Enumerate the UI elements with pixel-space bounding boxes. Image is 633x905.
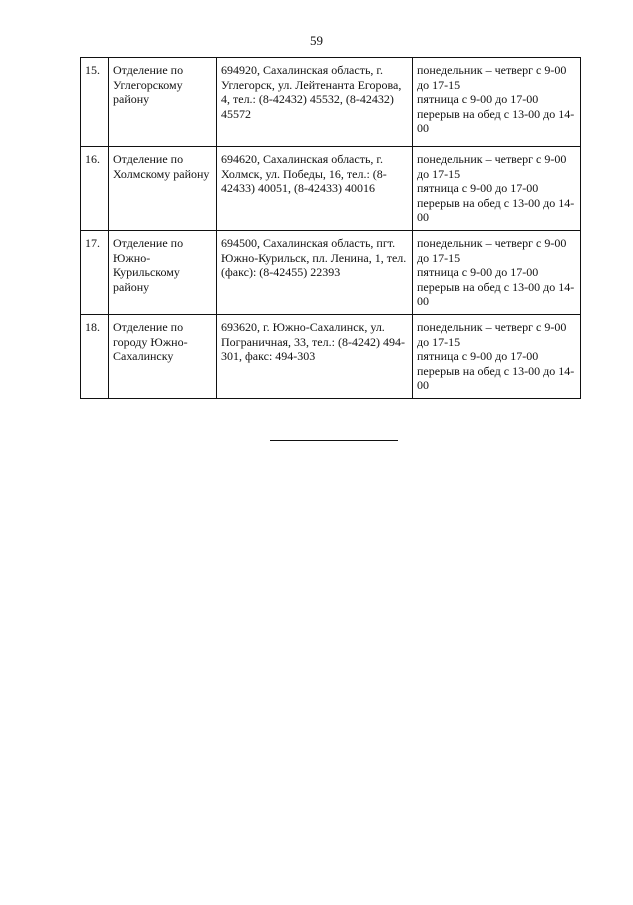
hours-lunch-break: перерыв на обед с 13-00 до 14-00 bbox=[417, 195, 575, 224]
hours-weekdays: понедельник – четверг с 9-00 до 17-15 bbox=[417, 152, 567, 181]
hours-lunch-break: перерыв на обед с 13-00 до 14-00 bbox=[417, 363, 575, 392]
table-row bbox=[81, 147, 581, 231]
office-hours bbox=[413, 58, 581, 147]
end-of-document-rule bbox=[270, 440, 398, 441]
office-hours bbox=[413, 315, 581, 399]
page-number: 59 bbox=[310, 33, 323, 48]
office-address: 694620, Сахалинская область, г. Холмск, ул. Победы, 16, тел.: (8-42433) 40051, (8-42433) 40016 bbox=[217, 147, 413, 231]
table-row bbox=[81, 231, 581, 315]
office-name: Отделение по Холмскому району bbox=[109, 147, 217, 231]
hours-weekdays: понедельник – четверг с 9-00 до 17-15 bbox=[417, 320, 567, 349]
table-row bbox=[81, 58, 581, 147]
hours-friday: пятница с 9-00 до 17-00 bbox=[417, 92, 539, 106]
office-address: 693620, г. Южно-Сахалинск, ул. Пограничная, 33, тел.: (8-4242) 494-301, факс: 494-303 bbox=[217, 315, 413, 399]
hours-friday: пятница с 9-00 до 17-00 bbox=[417, 181, 539, 195]
table-row bbox=[81, 315, 581, 399]
hours-weekdays: понедельник – четверг с 9-00 до 17-15 bbox=[417, 63, 567, 92]
office-address: 694920, Сахалинская область, г. Углегорск, ул. Лейтенанта Егорова, 4, тел.: (8-42432) 45532, (8-42432) 45572 bbox=[217, 58, 413, 147]
office-hours bbox=[413, 147, 581, 231]
offices-table bbox=[80, 57, 581, 399]
office-hours bbox=[413, 231, 581, 315]
hours-friday: пятница с 9-00 до 17-00 bbox=[417, 265, 539, 279]
row-number: 18. bbox=[81, 315, 109, 399]
row-number: 16. bbox=[81, 147, 109, 231]
office-name: Отделение по Южно-Курильскому району bbox=[109, 231, 217, 315]
hours-weekdays: понедельник – четверг с 9-00 до 17-15 bbox=[417, 236, 567, 265]
office-name: Отделение по городу Южно-Сахалинску bbox=[109, 315, 217, 399]
hours-lunch-break: перерыв на обед с 13-00 до 14-00 bbox=[417, 279, 575, 308]
hours-friday: пятница с 9-00 до 17-00 bbox=[417, 349, 539, 363]
row-number: 17. bbox=[81, 231, 109, 315]
office-name: Отделение по Углегорскому району bbox=[109, 58, 217, 147]
row-number: 15. bbox=[81, 58, 109, 147]
hours-lunch-break: перерыв на обед с 13-00 до 14-00 bbox=[417, 106, 575, 135]
office-address: 694500, Сахалинская область, пгт. Южно-Курильск, пл. Ленина, 1, тел. (факс): (8-42455) 22393 bbox=[217, 231, 413, 315]
